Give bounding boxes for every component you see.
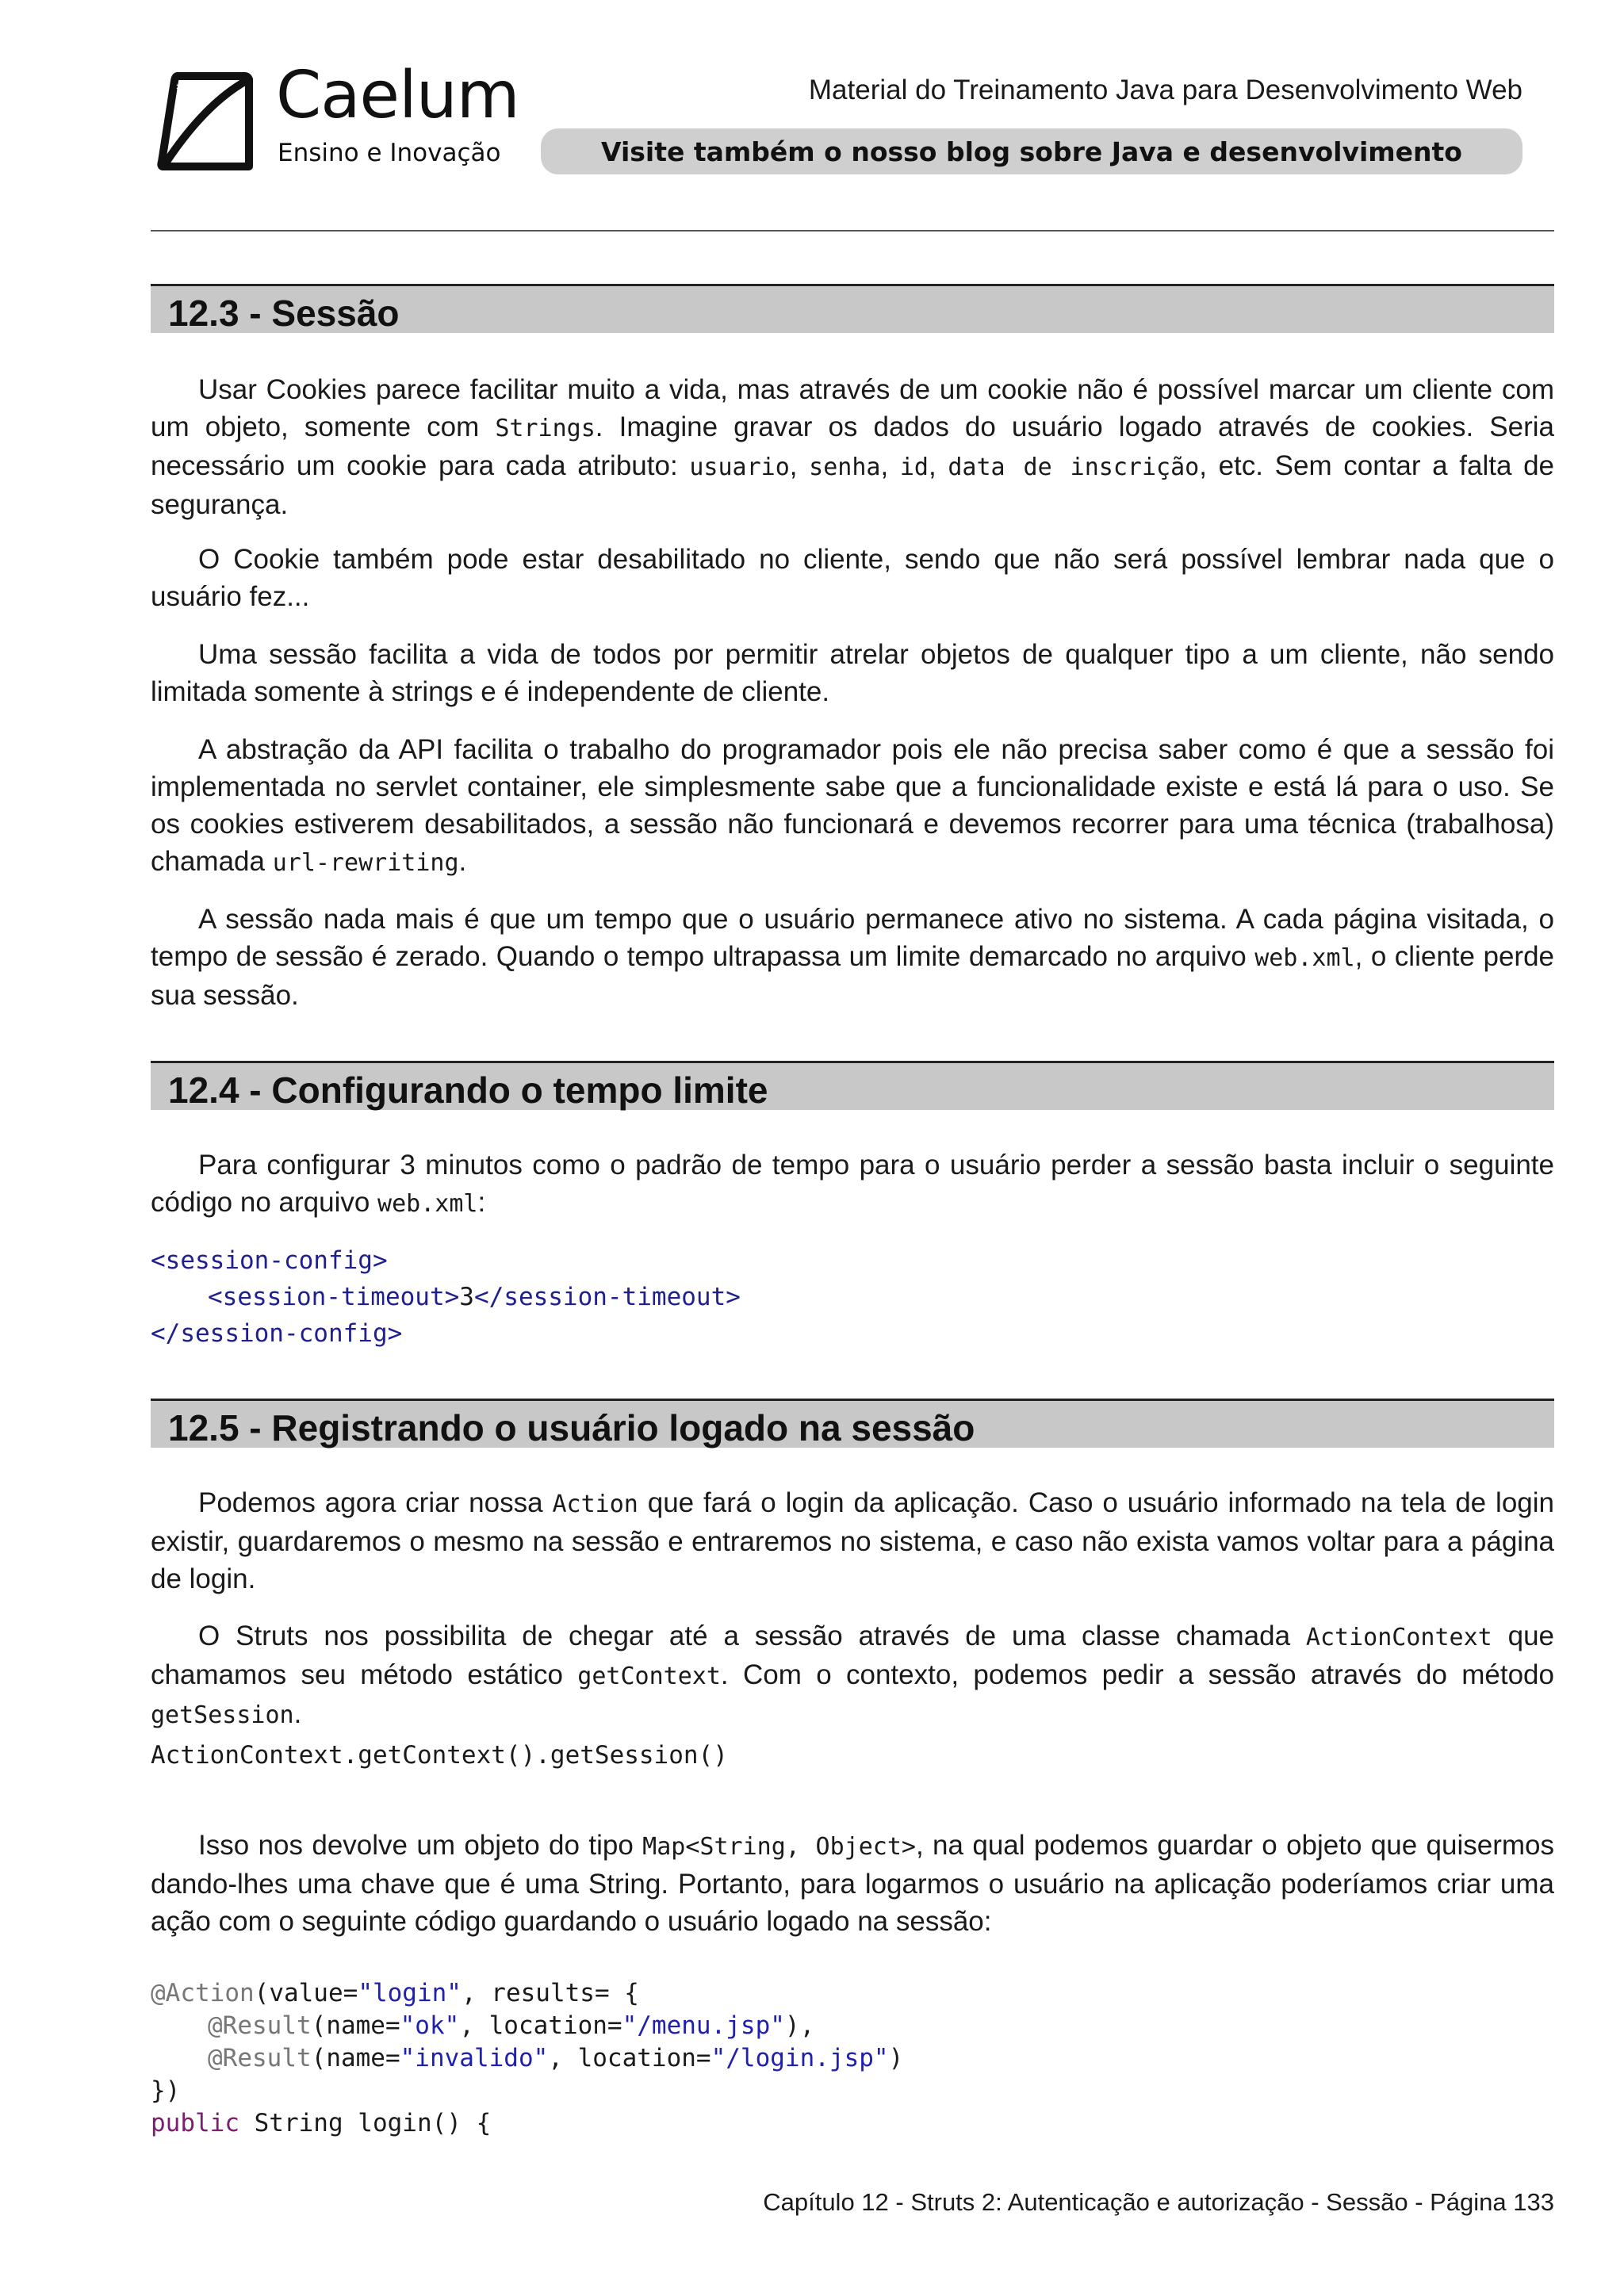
code-line: }) [151,2076,181,2105]
section-title: 12.5 - Registrando o usuário logado na sessão [168,1407,975,1448]
paragraph: A abstração da API facilita o trabalho do programador pois ele não precisa saber como é que a sessão foi implementada no servlet container, ele simplesmente sabe que a funcionalidade existe e está lá para o uso. Se os cookies estiverem desabilitados, a sessão não funcionará e devemos recorrer para uma técnica (trabalhosa) chamada url-rewriting. [151,734,1554,877]
logo-wordmark: Caelum [276,58,519,133]
inline-code: id [899,453,929,481]
code-line: @Result(name="ok", location="/menu.jsp"), [208,2011,815,2040]
paragraph: Isso nos devolve um objeto do tipo Map<String, Object>, na qual podemos guardar o objeto que quisermos dando-lhes uma chave que é uma String. Portanto, para logarmos o usuário na aplicação poderíamos criar uma ação com o seguinte código guardando o usuário logado na sessão: [151,1830,1554,1937]
logo-tagline: Ensino e Inovação [278,139,501,167]
inline-code: web.xml [377,1190,478,1218]
inline-code: Action [552,1490,638,1518]
caelum-logo [157,58,519,179]
inline-code: data de inscrição [948,453,1200,481]
code-line: </session-config> [151,1319,403,1348]
paragraph: Usar Cookies parece facilitar muito a vida, mas através de um cookie não é possível marcar um cliente com um objeto, somente com Strings. Imagine gravar os dados do usuário logado através de cookies. Seria necessário um cookie para cada atributo: usuario, senha, id, data de inscrição, etc. Sem contar a falta de segurança. [151,374,1555,520]
inline-code: ActionContext [1305,1624,1492,1651]
paragraph: Para configurar 3 minutos como o padrão de tempo para o usuário perder a sessão basta incluir o seguinte código no arquivo web.xml: [151,1150,1554,1218]
paragraph: A sessão nada mais é que um tempo que o usuário permanece ativo no sistema. A cada página visitada, o tempo de sessão é zerado. Quando o tempo ultrapassa um limite demarcado no arquivo web.xml, o cliente perde sua sessão. [151,904,1554,1011]
section-heading-12-3 [151,284,1554,333]
inline-code: getContext [577,1663,721,1690]
paragraph: O Struts nos possibilita de chegar até a sessão através de uma classe chamada ActionContext que chamamos seu método estático getContext. Com o contexto, podemos pedir a sessão através do método getSession. [151,1621,1555,1729]
header-title: Material do Treinamento Java para Desenvolvimento Web [808,75,1522,105]
code-line: <session-config> [151,1246,388,1275]
inline-code: usuario [689,453,790,481]
inline-code: Map<String, Object> [642,1833,916,1861]
caelum-logo-icon [157,71,254,171]
code-line: public String login() { [151,2109,492,2137]
paragraph: Podemos agora criar nossa Action que fará o login da aplicação. Caso o usuário informado na tela de login existir, guardaremos o mesmo na sessão e entraremos no sistema, e caso não exista vamos voltar para a página de login. [151,1487,1554,1594]
paragraph: Uma sessão facilita a vida de todos por permitir atrelar objetos de qualquer tipo a um cliente, não sendo limitada somente à strings e é independente de cliente. [151,639,1554,707]
section-heading-12-5 [151,1399,1554,1448]
section-title: 12.4 - Configurando o tempo limite [168,1070,768,1111]
header-divider [151,230,1554,232]
page-footer: Capítulo 12 - Struts 2: Autenticação e autorização - Sessão - Página 133 [763,2188,1554,2216]
inline-code: Strings [495,415,596,442]
code-line: @Action(value="login", results= { [151,1979,639,2007]
code-line: <session-timeout>3</session-timeout> [208,1283,741,1311]
inline-code: url-rewriting [272,849,459,877]
code-block-session-config [151,1246,388,1275]
blog-banner[interactable]: Visite também o nosso blog sobre Java e desenvolvimento [541,128,1522,174]
code-block-get-session: ActionContext.getContext().getSession() [151,1741,728,1770]
code-line: @Result(name="invalido", location="/login.jsp") [208,2044,904,2072]
svg-text:*: * [176,80,184,99]
paragraph: O Cookie também pode estar desabilitado no cliente, sendo que não será possível lembrar nada que o usuário fez... [151,544,1554,612]
inline-code: senha [809,453,881,481]
inline-code: web.xml [1254,944,1355,972]
section-heading-12-4 [151,1061,1554,1110]
inline-code: getSession [151,1701,294,1729]
section-title: 12.3 - Sessão [168,293,400,334]
